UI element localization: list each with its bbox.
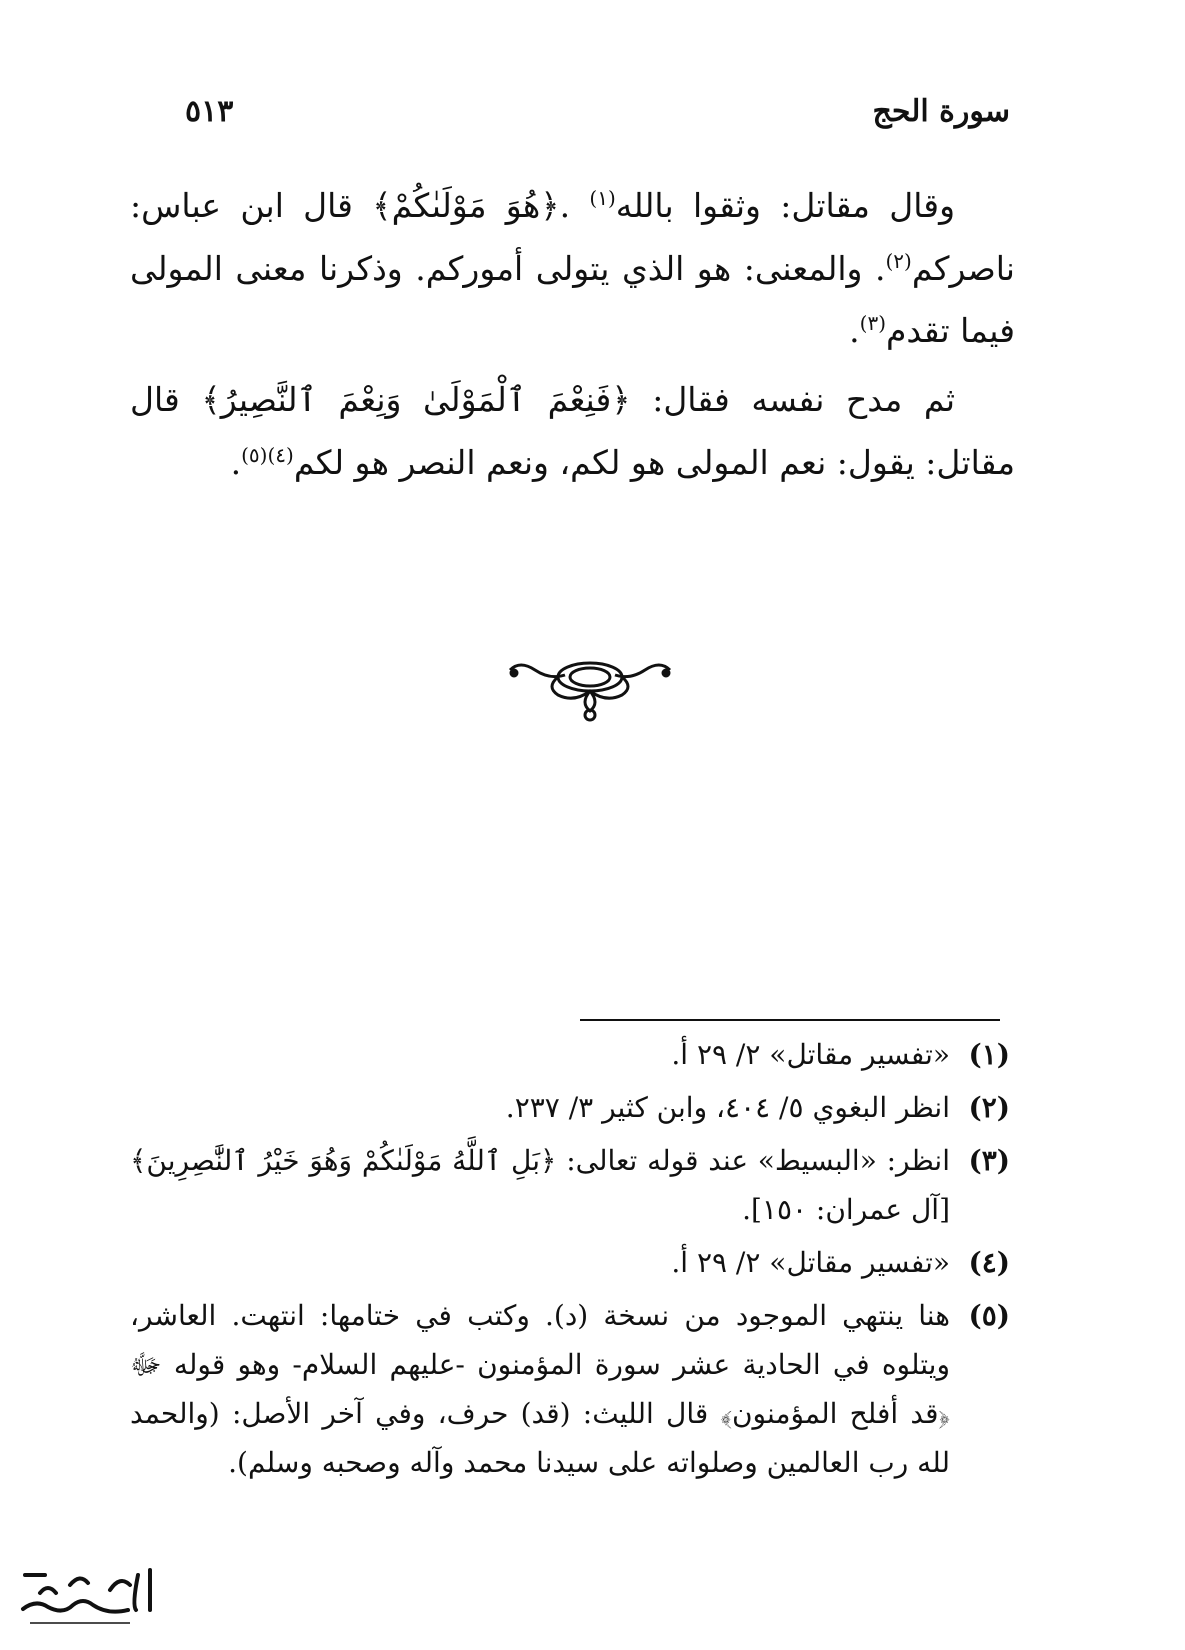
footnote-number: (١) (968, 1038, 1010, 1071)
text-run: وقال مقاتل: وثقوا بالله (615, 186, 956, 225)
footnote-ref-3: (٣) (859, 311, 886, 336)
library-seal-logo-icon (10, 1555, 160, 1630)
footnote-ref-4-5: (٤)(٥) (241, 442, 294, 467)
running-title: سورة الحج (872, 94, 1010, 129)
page-number: ٥١٣ (185, 94, 234, 129)
text-run: قال ابن عباس: ناصركم (130, 186, 1015, 288)
text-run: ثم مدح نفسه فقال: (630, 380, 956, 420)
text-run: . (230, 442, 242, 482)
footnote-item (130, 1238, 1010, 1287)
footnote-number: (٤) (968, 1246, 1010, 1279)
footnote-ref-1: (١) (589, 186, 616, 210)
footnote-divider (580, 1019, 1000, 1021)
footnote-text: «تفسير مقاتل» ٢/ ٢٩ أ. (671, 1038, 950, 1071)
main-text (130, 175, 1015, 500)
page-header (185, 88, 1010, 138)
footnote-text: «تفسير مقاتل» ٢/ ٢٩ أ. (671, 1246, 950, 1279)
text-run: قال مقاتل: يقول: نعم المولى هو لكم، ونعم النصر هو لكم (130, 380, 1015, 482)
footnote-item (130, 1136, 1010, 1234)
footnote-number: (٣) (968, 1144, 1010, 1177)
fleuron-ornament-icon (500, 655, 680, 725)
footnote-text: انظر البغوي ٥/ ٤٠٤، وابن كثير ٣/ ٢٣٧. (505, 1091, 950, 1124)
text-run: . (849, 311, 860, 351)
footnote-item (130, 1083, 1010, 1132)
footnote-number: (٢) (968, 1091, 1010, 1124)
footnote-text: هنا ينتهي الموجود من نسخة (د). وكتب في ختامها: انتهت. العاشر، ويتلوه في الحادية عشر سورة المؤمنون -عليهم السلام- وهو قوله ﷻ ﴿قد أفلح المؤمنون﴾ قال الليث: (قد) حرف، وفي آخر الأصل: (والحمد لله رب العالمين وصلواته على سيدنا محمد وآله وصحبه وسلم). (130, 1299, 950, 1479)
footnote-number: (٥) (968, 1299, 1010, 1332)
paragraph-1: وقال مقاتل: وثقوا بالله$^{(١)}$ .﴿هُوَ مَوْلَىٰكُمْ﴾ قال ابن عباس: ناصركم$^{(٢)}$. والمعنى: هو الذي يتولى أموركم. وذكرنا معنى المولى فيما تقدم$^{(٣)}$. (130, 186, 1015, 351)
quran-verse: ﴿فَنِعْمَ ٱلْمَوْلَىٰ وَنِعْمَ ٱلنَّصِيرُ﴾ (201, 380, 631, 420)
footnote-ref-2: (٢) (885, 248, 912, 273)
text-run: . والمعنى: هو الذي يتولى أموركم. وذكرنا معنى المولى فيما تقدم (130, 248, 1015, 351)
footnote-item (130, 1291, 1010, 1487)
footnote-item (130, 1030, 1010, 1079)
footnotes (130, 1030, 1010, 1491)
quran-verse: ﴿هُوَ مَوْلَىٰكُمْ﴾ (372, 186, 560, 225)
footnote-text: انظر: «البسيط» عند قوله تعالى: ﴿بَلِ ٱللَّهُ مَوْلَىٰكُمْ وَهُوَ خَيْرُ ٱلنَّٰصِرِينَ﴾ [آل عمران: ١٥٠]. (130, 1144, 950, 1226)
paragraph-2 (130, 369, 1015, 494)
